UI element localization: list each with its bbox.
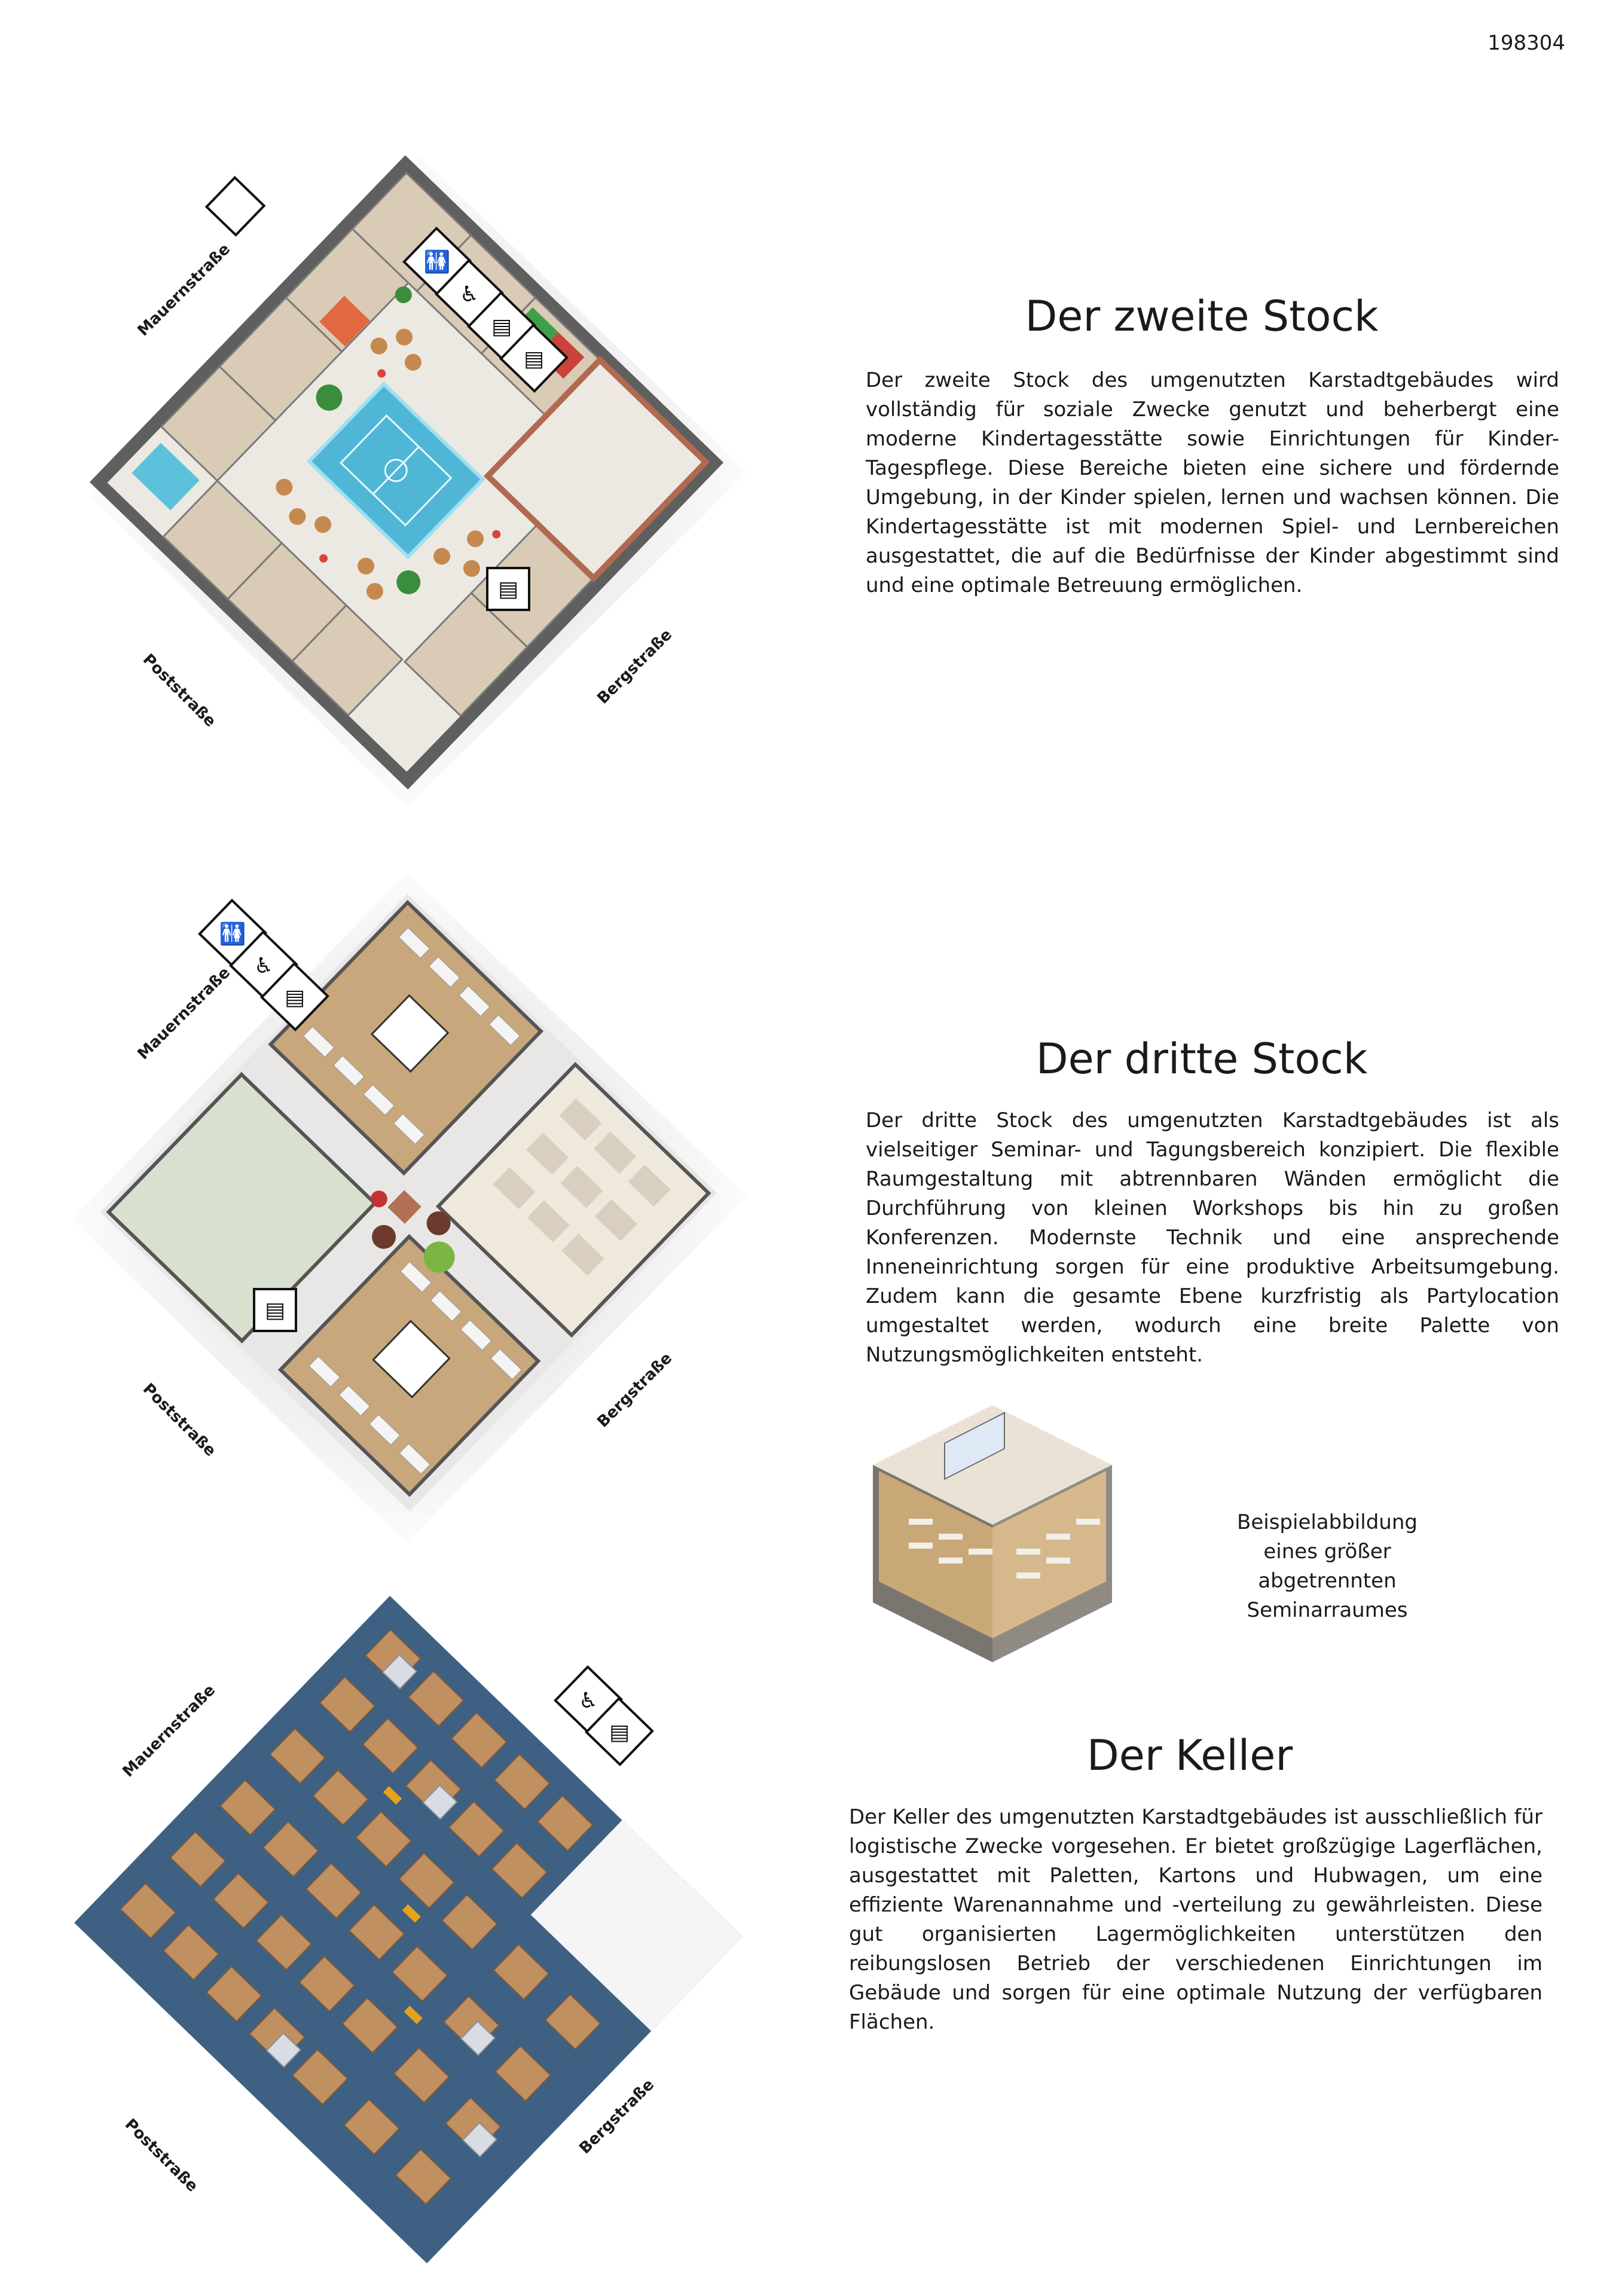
street-label-berg-3: Bergstraße — [576, 2075, 658, 2158]
section-title-basement: Der Keller — [1086, 1731, 1293, 1780]
street-label-mauern-3: Mauernstraße — [119, 1681, 219, 1781]
floorplan-second-floor — [48, 138, 765, 825]
section-title-second-floor: Der zweite Stock — [1025, 292, 1379, 341]
example-caption: Beispielabbildung eines größer abgetrennten Seminarraumes — [1237, 1510, 1418, 1622]
svg-text:♿: ♿ — [253, 954, 274, 978]
svg-text:▤: ▤ — [284, 985, 306, 1010]
section-text-basement: Der Keller des umgenutzten Karstadtgebäudes ist ausschließlich für logistische Zwecke vorgesehen. Er bietet großzügige Lagerflächen, ausgestattet mit Paletten, Kartons und Hubwagen, um eine effiziente Warenannahme und -verteilung zu gewährleisten. Diese gut organisierten Lagermöglichkeiten unterstützen den reibungslosen Betrieb der verschiedenen Einrichtungen im Gebäude und sorgen für eine optimale Nutzung der verfügbaren Flächen. — [849, 1805, 1542, 2034]
svg-text:▤: ▤ — [523, 347, 545, 371]
svg-text:▤: ▤ — [609, 1720, 630, 1745]
street-label-mauern-1: Mauernstraße — [134, 240, 234, 340]
street-label-post-2: Poststraße — [139, 1380, 219, 1460]
svg-text:🚻: 🚻 — [219, 922, 246, 947]
street-label-berg-1: Bergstraße — [594, 625, 676, 708]
svg-text:▤: ▤ — [264, 1298, 286, 1323]
svg-text:🚻: 🚻 — [423, 250, 451, 274]
svg-text:♿: ♿ — [459, 282, 479, 307]
section-title-third-floor: Der dritte Stock — [1035, 1034, 1368, 1083]
page-number: 198304 — [1487, 31, 1565, 55]
svg-text:▤: ▤ — [491, 315, 512, 339]
section-text-third-floor: Der dritte Stock des umgenutzten Karstadtgebäudes ist als vielseitiger Seminar- und Tagungsbereich konzipiert. Die flexible Raumgestaltung mit abtrennbaren Wänden ermöglicht die Durchführung von kleinen Workshops bis hin zu großen Konferenzen. Modernste Technik und eine ansprechende Inneneinrichtung sorgen für eine produktive Arbeitsumgebung. Zudem kann die gesamte Ebene kurzfristig als Partylocation umgestaltet werden, wodurch eine breite Palette von Nutzungsmöglichkeiten entsteht. — [866, 1109, 1559, 1367]
street-label-post-3: Poststraße — [121, 2115, 201, 2196]
svg-text:▤: ▤ — [497, 577, 519, 602]
street-label-berg-2: Bergstraße — [594, 1349, 676, 1431]
svg-text:♿: ♿ — [578, 1689, 598, 1713]
street-label-mauern-2: Mauernstraße — [134, 963, 234, 1064]
example-seminar-room-image — [867, 1399, 1118, 1668]
floorplan-third-floor — [48, 861, 765, 1549]
floorplan-basement — [36, 1567, 789, 2284]
restroom-icon-box — [207, 178, 264, 235]
section-text-second-floor: Der zweite Stock des umgenutzten Karstadtgebäudes wird vollständig für soziale Zwecke genutzt und beherbergt eine moderne Kindertagesstätte sowie Einrichtungen für Kinder-Tagespflege. Diese Bereiche bieten eine sichere und fördernde Umgebung, in der Kinder spielen, lernen und wachsen können. Die Kindertagesstätte ist mit modernen Spiel- und Lernbereichen ausgestattet, die auf die Bedürfnisse der Kinder abgestimmt sind und eine optimale Betreuung ermöglichen. — [866, 368, 1559, 597]
street-label-post-1: Poststraße — [139, 651, 219, 731]
